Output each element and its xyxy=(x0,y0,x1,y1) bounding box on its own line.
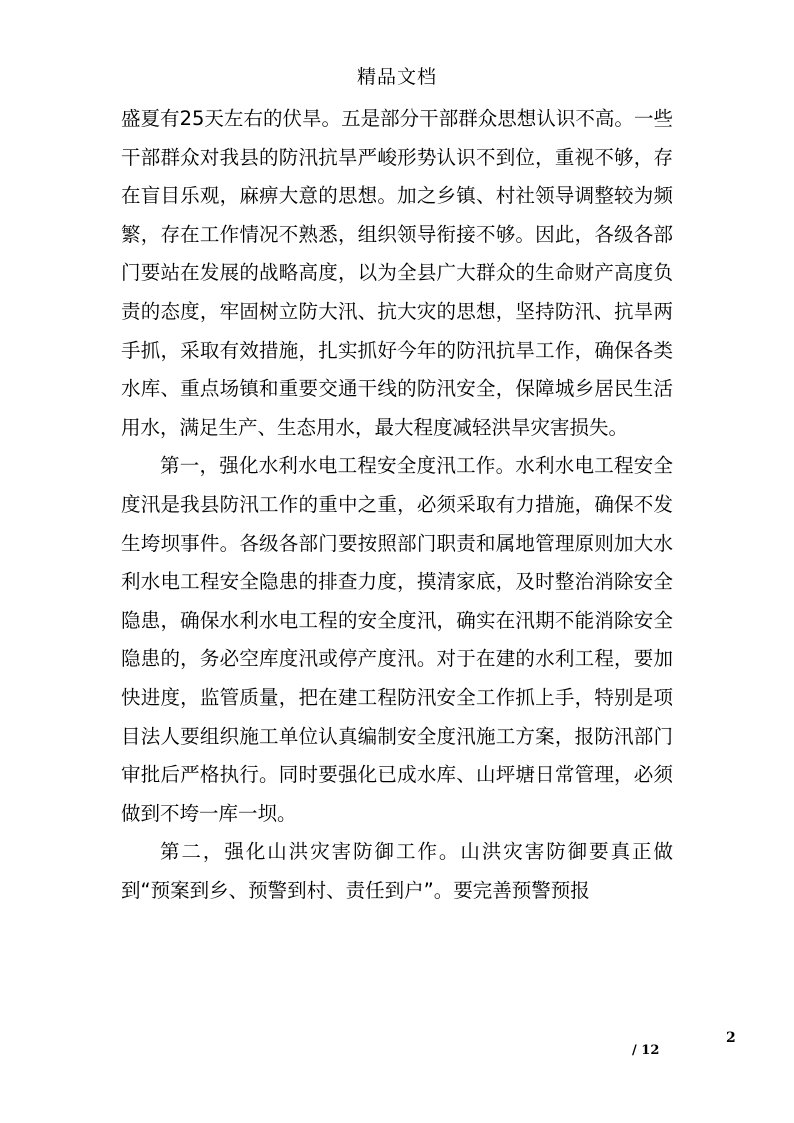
document-body xyxy=(121,100,673,910)
page-header-title: 精品文档 xyxy=(356,66,437,88)
paragraph-continuation: 盛夏有25天左右的伏旱。五是部分干部群众思想认识不高。一些干部群众对我县的防汛抗旱严峻形势认识不到位，重视不够，存在盲目乐观，麻痹大意的思想。加之乡镇、村社领导调整较为频繁，存在工作情况不熟悉，组织领导衔接不够。因此，各级各部门要站在发展的战略高度，以为全县广大群众的生命财产高度负责的态度，牢固树立防大汛、抗大灾的思想，坚持防汛、抗旱两手抓，采取有效措施，扎实抓好今年的防汛抗旱工作，确保各类水库、重点场镇和重要交通干线的防汛安全，保障城乡居民生活用水，满足生产、生态用水，最大程度减轻洪旱灾害损失。 xyxy=(121,107,673,439)
paragraph-first-measure: 第一，强化水利水电工程安全度汛工作。水利水电工程安全度汛是我县防汛工作的重中之重，必须采取有力措施，确保不发生垮坝事件。各级各部门要按照部门职责和属地管理原则加大水利水电工程安全隐患的排查力度，摸清家底，及时整治消除安全隐患，确保水利水电工程的安全度汛，确实在汛期不能消除安全隐患的，务必空库度汛或停产度汛。对于在建的水利工程，要加快进度，监管质量，把在建工程防汛安全工作抓上手，特别是项目法人要组织施工单位认真编制安全度汛施工方案，报防汛部门审批后严格执行。同时要强化已成水库、山坪塘日常管理，必须做到不垮一库一坝。 xyxy=(121,454,673,825)
page-number: 2 xyxy=(726,1030,736,1046)
paragraph-second-measure: 第二，强化山洪灾害防御工作。山洪灾害防御要真正做到“预案到乡、预警到村、责任到户”。要完善预警预报 xyxy=(121,840,673,902)
page-total: / 12 xyxy=(632,1043,660,1058)
